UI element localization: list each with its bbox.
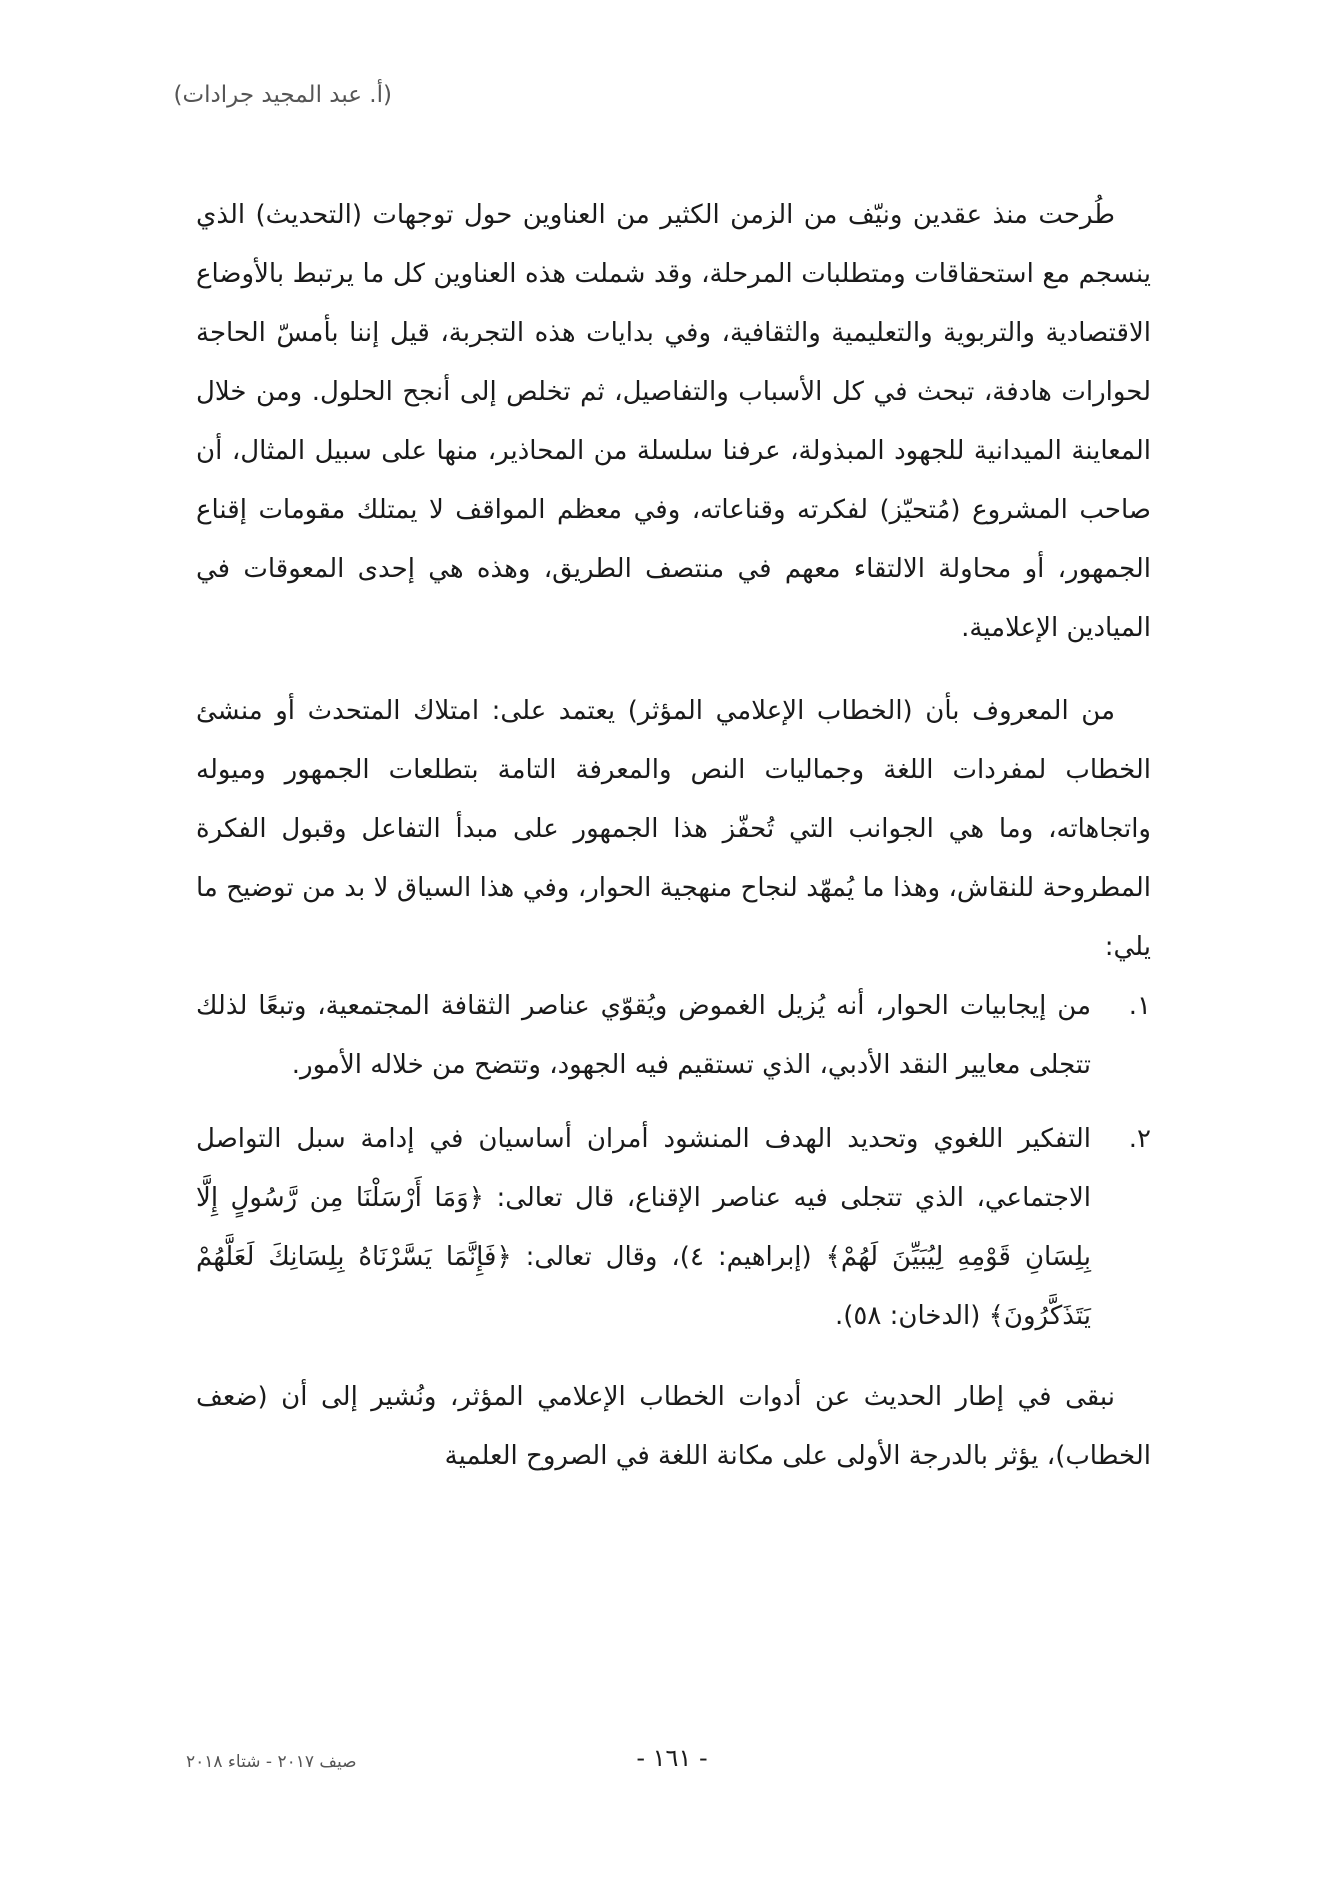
page-number: - ١٦١ - xyxy=(636,1744,708,1772)
list-item-number: ٢. xyxy=(1128,1124,1151,1154)
paragraph-weak-discourse: نبقى في إطار الحديث عن أدوات الخطاب الإعلامي المؤثر، ونُشير إلى أن (ضعف الخطاب)، يؤثر بالدرجة الأولى على مكانة اللغة في الصروح العلمية xyxy=(196,1382,1151,1471)
list-item xyxy=(196,977,1151,1095)
paragraph-media-discourse: من المعروف بأن (الخطاب الإعلامي المؤثر) يعتمد على: امتلاك المتحدث أو منشئ الخطاب لمفردات اللغة وجماليات النص والمعرفة التامة بتطلعات الجمهور وميوله واتجاهاته، وما هي الجوانب التي تُحفّز هذا الجمهور على مبدأ التفاعل وقبول الفكرة المطروحة للنقاش، وهذا ما يُمهّد لنجاح منهجية الحوار، وفي هذا السياق لا بد من توضيح ما يلي: xyxy=(196,696,1151,962)
paragraph-intro: طُرحت منذ عقدين ونيّف من الزمن الكثير من العناوين حول توجهات (التحديث) الذي ينسجم مع استحقاقات ومتطلبات المرحلة، وقد شملت هذه العناوين كل ما يرتبط بالأوضاع الاقتصادية والتربوية والتعليمية والثقافية، وفي بدايات هذه التجربة، قيل إننا بأمسّ الحاجة لحوارات هادفة، تبحث في كل الأسباب والتفاصيل، ثم تخلص إلى أنجح الحلول. ومن خلال المعاينة الميدانية للجهود المبذولة، عرفنا سلسلة من المحاذير، منها على سبيل المثال، أن صاحب المشروع (مُتحيّز) لفكرته وقناعاته، وفي معظم المواقف لا يمتلك مقومات إقناع الجمهور، أو محاولة الالتقاء معهم في منتصف الطريق، وهذه هي إحدى المعوقات في الميادين الإعلامية. xyxy=(196,200,1151,643)
list-item xyxy=(196,1110,1151,1346)
list-item-text: من إيجابيات الحوار، أنه يُزيل الغموض ويُقوّي عناصر الثقافة المجتمعية، وتبعًا لذلك تتجلى معايير النقد الأدبي، الذي تستقيم فيه الجهود، وتتضح من خلاله الأمور. xyxy=(196,991,1091,1080)
list-item-number: ١. xyxy=(1128,991,1151,1021)
list-item-text: التفكير اللغوي وتحديد الهدف المنشود أمران أساسيان في إدامة سبل التواصل الاجتماعي، الذي تتجلى فيه عناصر الإقناع، قال تعالى: ﴿وَمَا أَرْسَلْنَا مِن رَّسُولٍ إِلَّا بِلِسَانِ قَوْمِهِ لِيُبَيِّنَ لَهُمْ﴾ (إبراهيم: ٤)، وقال تعالى: ﴿فَإِنَّمَا يَسَّرْنَاهُ بِلِسَانِكَ لَعَلَّهُمْ يَتَذَكَّرُونَ﴾ (الدخان: ٥٨). xyxy=(196,1124,1091,1331)
footer-issue-label: صيف ٢٠١٧ - شتاء ٢٠١٨ xyxy=(186,1752,357,1772)
numbered-list xyxy=(196,977,1151,1346)
running-header-author: (أ. عبد المجيد جرادات) xyxy=(173,82,392,108)
article-body xyxy=(196,186,1151,1486)
